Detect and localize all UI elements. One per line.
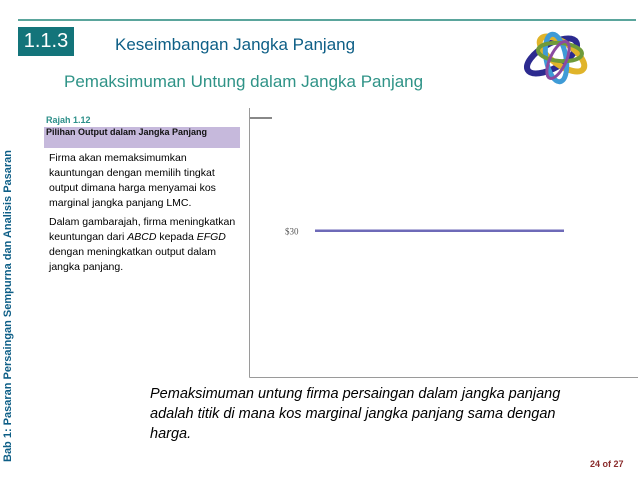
- paragraph-2-text-b: kepada: [156, 231, 197, 243]
- paragraph-2-text-a: Dalam gambarajah, firma meningkatkan keuntungan dari: [49, 216, 236, 243]
- figure-caption: Pilihan Output dalam Jangka Panjang: [44, 127, 240, 148]
- body-text: [44, 151, 240, 279]
- paragraph-2-abcd: ABCD: [127, 231, 157, 243]
- page-number: 24 of 27: [590, 459, 624, 469]
- figure-label: Rajah 1.12: [46, 115, 91, 125]
- paragraph-2-efgd: EFGD: [196, 231, 226, 243]
- paragraph-2-text-c: dengan meningkatkan output dalam jangka panjang.: [49, 246, 216, 273]
- section-number-badge: 1.1.3: [18, 27, 74, 56]
- slide-subtitle: Pemaksimuman Untung dalam Jangka Panjang: [64, 72, 424, 91]
- interlocking-rings-logo: [512, 18, 604, 94]
- summary-text: Pemaksimuman untung firma persaingan dalam jangka panjang adalah titik di mana kos marginal jangka panjang sama dengan harga.: [150, 386, 561, 442]
- output-choice-chart: [249, 108, 638, 378]
- slide-title: Keseimbangan Jangka Panjang: [115, 35, 356, 54]
- paragraph-2: [49, 215, 240, 275]
- paragraph-1: Firma akan memaksimumkan kauntungan dengan memilih tingkat output dimana harga menyamai kos marginal jangka panjang LMC.: [49, 152, 216, 209]
- chapter-side-title: Bab 1: Pasaran Persaingan Sempurna dan Analisis Pasaran: [2, 150, 14, 462]
- price-label-30: $30: [285, 226, 299, 237]
- chart-tiny-label-mark: [250, 117, 272, 119]
